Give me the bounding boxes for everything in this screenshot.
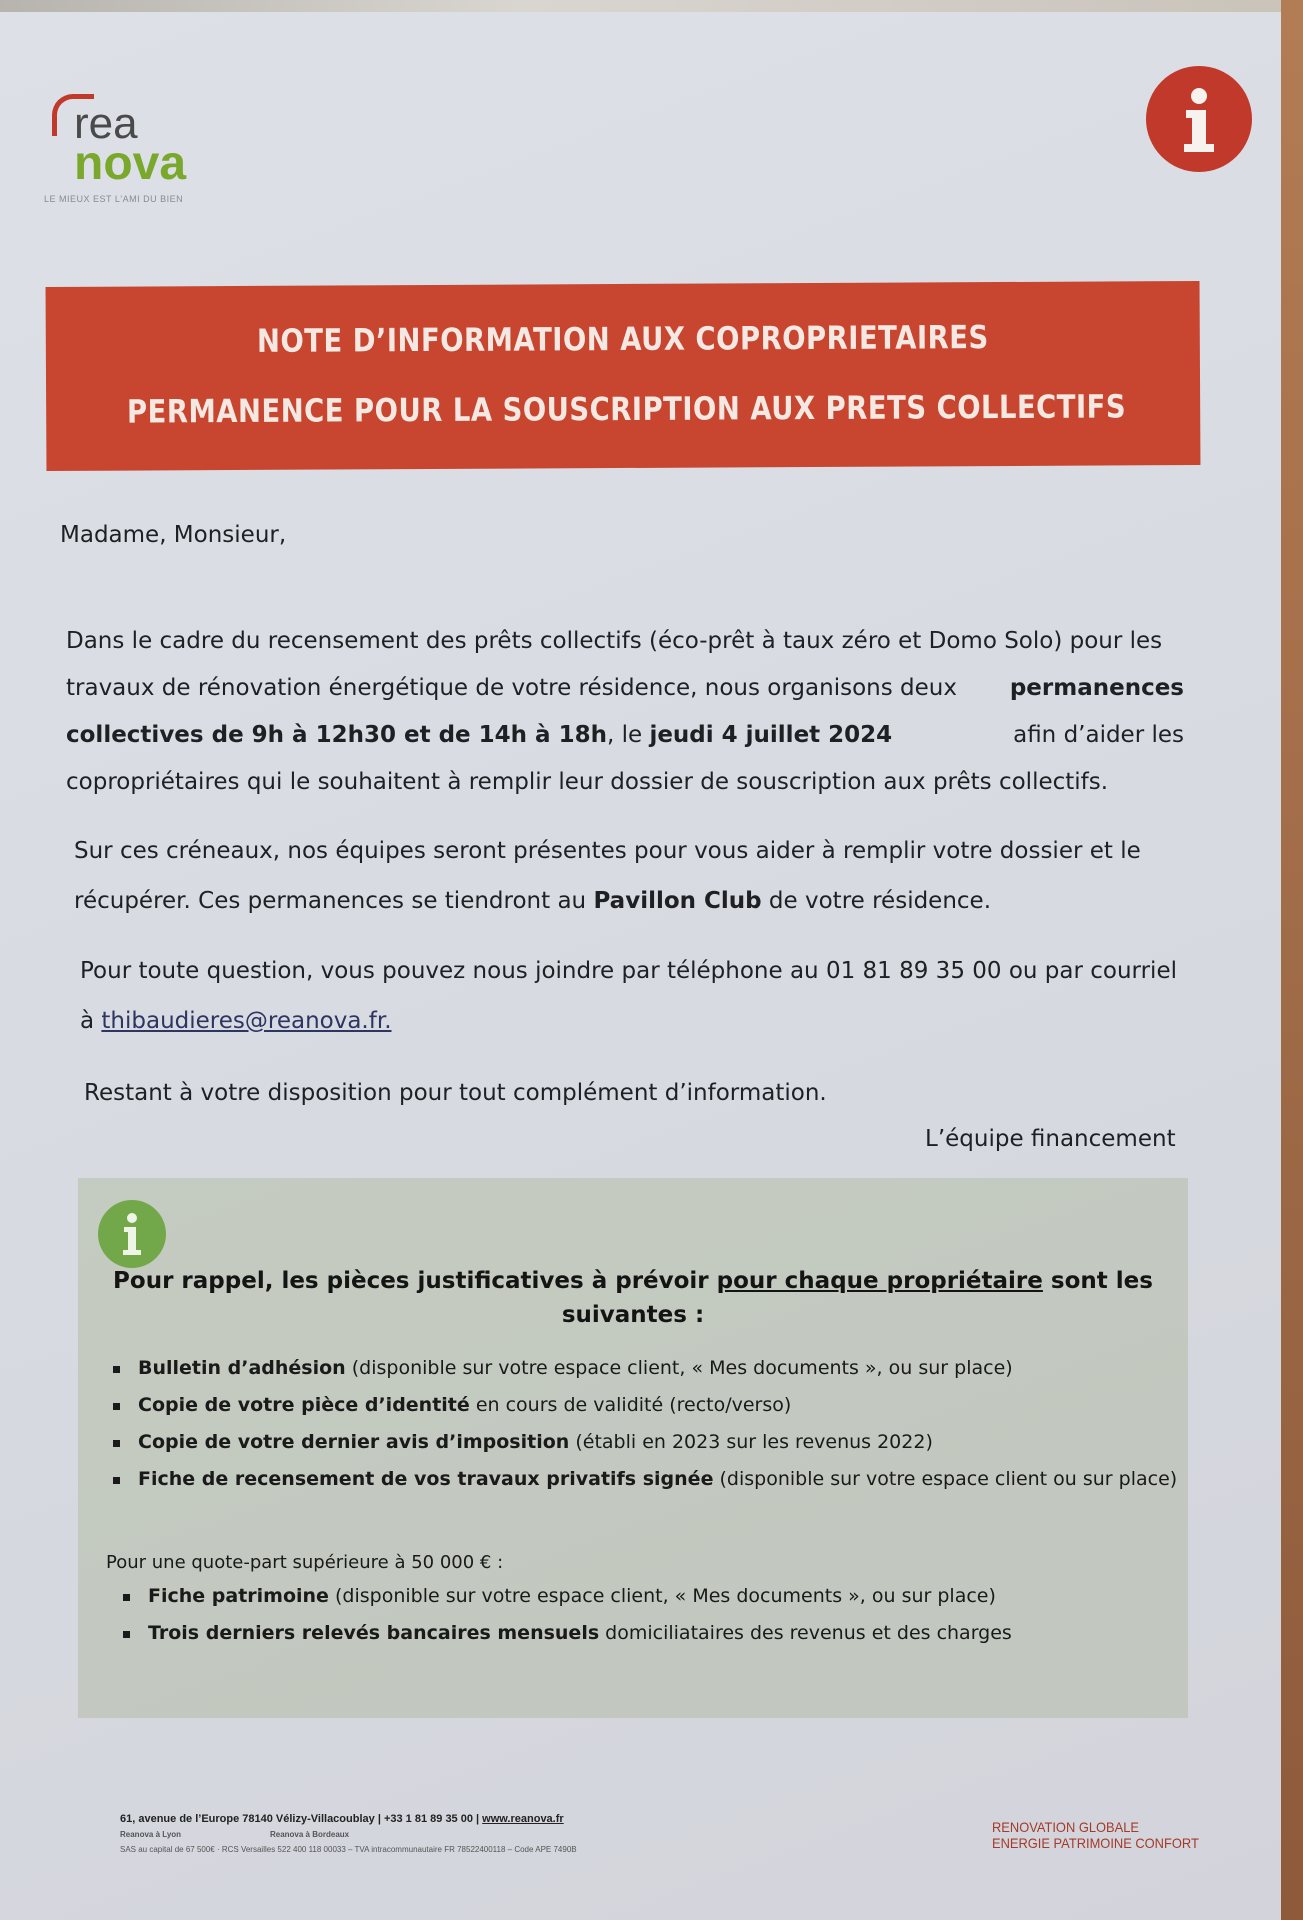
paragraph-1: [66, 628, 1184, 816]
p1-text-3d: afin d’aider les: [1013, 722, 1184, 748]
footer-tagline-line-2: ENERGIE PATRIMOINE CONFORT: [992, 1835, 1199, 1851]
footer-phone: +33 1 81 89 35 00: [383, 1813, 473, 1825]
list-item: [118, 1578, 1012, 1615]
list-item-detail: (disponible sur votre espace client ou sur place): [713, 1468, 1178, 1490]
paragraph-3-line-2: [80, 1008, 1180, 1055]
p1-schedule: collectives de 9h à 12h30 et de 14h à 18h: [66, 722, 607, 748]
reminder-title-part-1: Pour rappel, les pièces justificatives à prévoir: [113, 1268, 717, 1294]
p2-text-2c: de votre résidence.: [761, 888, 992, 914]
header-title: NOTE D’INFORMATION AUX COPROPRIETAIRES: [256, 318, 989, 360]
document-sheet: [0, 12, 1281, 1920]
list-item-bold: Fiche patrimoine: [148, 1585, 329, 1607]
info-green-icon: [98, 1200, 166, 1268]
p1-text-2a: travaux de rénovation énergétique de votre résidence, nous organisons deux: [66, 675, 957, 701]
footer-line-2: [120, 1827, 577, 1842]
footer-line-3: SAS au capital de 67 500€ · RCS Versailles 522 400 118 00033 – TVA intracommunautaire FR 78522400118 – Code APE 7490B: [120, 1845, 577, 1854]
p3-text-2a: à: [80, 1008, 102, 1034]
paragraph-2-line-2: [74, 888, 1178, 935]
wall-background-top: [0, 0, 1303, 12]
list-item-detail: en cours de validité (recto/verso): [469, 1394, 792, 1416]
reminder-title-part-2: sont les: [1042, 1268, 1153, 1294]
paragraph-1-line-2: [66, 675, 1184, 722]
p1-text-1: Dans le cadre du recensement des prêts collectifs (éco-prêt à taux zéro et Domo Solo) pour les: [66, 628, 1163, 654]
quota-note: Pour une quote-part supérieure à 50 000 € :: [106, 1552, 504, 1573]
paragraph-1-line-1: [66, 628, 1184, 675]
p2-text-2a: récupérer. Ces permanences se tiendront au: [74, 888, 594, 914]
footer-tagline-line-1: RENOVATION GLOBALE: [992, 1819, 1139, 1835]
paragraph-4: Restant à votre disposition pour tout complément d’information.: [84, 1080, 827, 1106]
footer-address: 61, avenue de l’Europe 78140 Vélizy-Villacoublay: [120, 1813, 375, 1825]
extra-documents-list: [118, 1578, 1012, 1652]
p1-text-2b: permanences: [1009, 675, 1184, 701]
paragraph-3-line-1: [80, 958, 1180, 1008]
list-item-detail: (disponible sur votre espace client, « Mes documents », ou sur place): [328, 1585, 996, 1607]
reminder-box: [78, 1178, 1188, 1718]
list-item-bold: Bulletin d’adhésion: [138, 1357, 346, 1379]
footer-company-info: [120, 1812, 577, 1857]
p3-text-1: Pour toute question, vous pouvez nous joindre par téléphone au 01 81 89 35 00 ou par courriel: [80, 958, 1177, 984]
list-item-detail: domiciliataires des revenus et des charges: [599, 1622, 1012, 1644]
p2-location: Pavillon Club: [593, 888, 762, 914]
logo-text-rea: rea: [74, 99, 138, 148]
header-subtitle: PERMANENCE POUR LA SOUSCRIPTION AUX PRETS COLLECTIFS: [126, 387, 1127, 431]
list-item: [108, 1350, 1177, 1387]
logo-text-nova: nova: [74, 137, 187, 190]
list-item: [108, 1387, 1177, 1424]
list-item-bold: Copie de votre pièce d’identité: [138, 1394, 470, 1416]
paragraph-1-line-4: [66, 769, 1184, 816]
p2-text-1: Sur ces créneaux, nos équipes seront présentes pour vous aider à remplir votre dossier et le: [74, 838, 1141, 864]
salutation: Madame, Monsieur,: [60, 522, 287, 548]
list-item: [108, 1424, 1177, 1461]
list-item: [108, 1461, 1177, 1498]
list-item: [118, 1615, 1012, 1652]
p1-text-4: copropriétaires qui le souhaitent à remplir leur dossier de souscription aux prêts collectifs.: [66, 769, 1109, 795]
reminder-title: [78, 1268, 1188, 1294]
paragraph-2-line-1: [74, 838, 1178, 888]
email-link[interactable]: thibaudieres@reanova.fr.: [101, 1008, 392, 1034]
reminder-title-line-2: suivantes :: [561, 1302, 705, 1328]
signature: L’équipe financement: [925, 1126, 1176, 1152]
info-icon: [1146, 66, 1252, 172]
list-item-detail: (établi en 2023 sur les revenus 2022): [569, 1431, 933, 1453]
paragraph-3: [80, 958, 1180, 1055]
list-item-bold: Copie de votre dernier avis d’imposition: [138, 1431, 570, 1453]
footer-bordeaux: Reanova à Bordeaux: [269, 1830, 350, 1839]
list-item-detail: (disponible sur votre espace client, « Mes documents », ou sur place): [345, 1357, 1013, 1379]
p1-text-3b: , le: [606, 722, 650, 748]
footer-website-link[interactable]: www.reanova.fr: [482, 1813, 564, 1825]
reminder-title-underlined: pour chaque propriétaire: [716, 1268, 1043, 1294]
reanova-logo: [44, 82, 244, 222]
paragraph-2: [74, 838, 1178, 935]
footer-lyon: Reanova à Lyon: [120, 1830, 182, 1839]
paragraph-1-line-3: [66, 722, 1184, 769]
footer-tagline: [992, 1819, 1199, 1851]
footer-line-1: 61, avenue de l’Europe 78140 Vélizy-Villacoublay | +33 1 81 89 35 00 | www.reanova.fr: [120, 1813, 564, 1825]
required-documents-list: [108, 1350, 1177, 1498]
list-item-bold: Fiche de recensement de vos travaux privatifs signée: [138, 1468, 714, 1490]
wall-background-right: [1281, 0, 1303, 1920]
p1-date: jeudi 4 juillet 2024: [649, 722, 893, 748]
logo-tagline: LE MIEUX EST L'AMI DU BIEN: [44, 194, 184, 204]
header-banner: [46, 281, 1201, 471]
list-item-bold: Trois derniers relevés bancaires mensuels: [148, 1622, 600, 1644]
